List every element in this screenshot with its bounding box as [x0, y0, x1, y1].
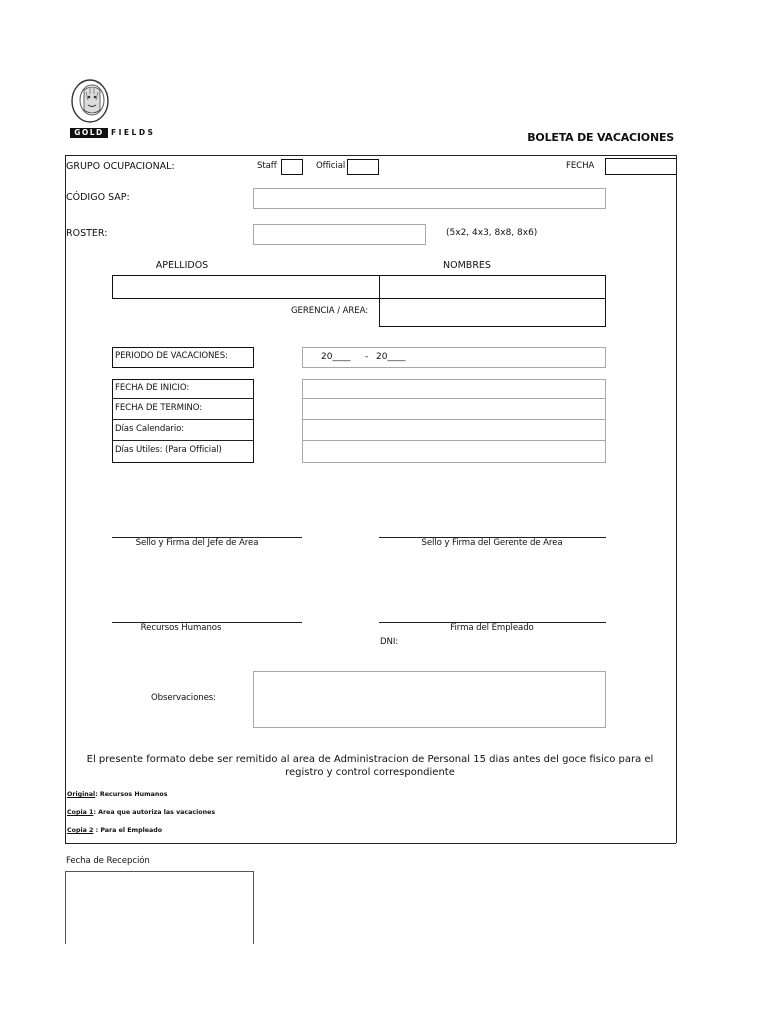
roster-hint: (5x2, 4x3, 8x8, 8x6) [446, 228, 538, 238]
apellidos-label: APELLIDOS [155, 260, 209, 271]
copy-original-text: : Recursos Humanos [95, 791, 168, 798]
periodo-year-from: 20____ [321, 352, 351, 362]
empleado-signature-label: Firma del Empleado [450, 623, 534, 633]
codigo-sap-input[interactable] [253, 188, 606, 209]
frame-bottom [65, 843, 676, 844]
copy-2-key: Copia 2 [67, 827, 94, 834]
fecha-inicio-input[interactable] [302, 379, 606, 399]
rrhh-signature-label: Recursos Humanos [140, 623, 222, 633]
fecha-termino-input[interactable] [302, 398, 606, 420]
jefe-signature-label: Sello y Firma del Jefe de Area [135, 538, 259, 548]
dni-label: DNI: [380, 637, 399, 647]
gerencia-input[interactable] [379, 298, 606, 327]
lion-emblem-icon [70, 78, 110, 124]
grupo-label: GRUPO OCUPACIONAL: [66, 161, 175, 172]
notice-line-1: El presente formato debe ser remitido al area de Administracion de Personal 15 dias antes del goce fisico para el [86, 754, 654, 765]
frame-top [65, 155, 676, 156]
copy-2 [67, 828, 162, 834]
frame-right [676, 155, 677, 843]
observaciones-input[interactable] [253, 671, 606, 728]
fecha-label: FECHA [566, 161, 595, 171]
dias-utiles-label: Días Utiles: (Para Official) [115, 445, 222, 455]
fecha-inicio-label: FECHA DE INICIO: [115, 383, 190, 393]
logo-word-fields: FIELDS [111, 128, 156, 137]
staff-label: Staff [257, 161, 277, 171]
periodo-year-to: 20____ [376, 352, 406, 362]
logo-word-gold: GOLD [74, 128, 104, 137]
apellidos-input[interactable] [112, 275, 380, 299]
fechas-divider-2 [112, 419, 254, 420]
roster-input[interactable] [253, 224, 426, 245]
dias-utiles-input[interactable] [302, 440, 606, 463]
copy-1 [67, 810, 215, 816]
nombres-label: NOMBRES [443, 260, 491, 271]
notice-line-2: registro y control correspondiente [285, 767, 455, 778]
codigo-sap-label: CÓDIGO SAP: [66, 192, 130, 203]
fecha-termino-label: FECHA DE TERMINO: [115, 403, 203, 413]
company-logo [70, 78, 160, 140]
observaciones-label: Observaciones: [151, 693, 216, 703]
roster-label: ROSTER: [66, 228, 108, 239]
page-title: BOLETA DE VACACIONES [527, 131, 674, 144]
fecha-input[interactable] [605, 158, 676, 175]
copy-2-text: : Para el Empleado [93, 827, 163, 834]
gerencia-label: GERENCIA / AREA: [291, 306, 368, 316]
copy-1-key: Copia 1 [67, 809, 94, 816]
dias-calendario-label: Días Calendario: [115, 424, 185, 434]
gerente-signature-label: Sello y Firma del Gerente de Area [421, 538, 563, 548]
fechas-divider-1 [112, 398, 254, 399]
copy-1-text: : Area que autoriza las vacaciones [93, 809, 216, 816]
copy-original-key: Original [67, 791, 96, 798]
copy-original [67, 792, 167, 798]
periodo-label: PERIODO DE VACACIONES: [115, 351, 228, 361]
recepcion-box[interactable] [65, 871, 254, 944]
recepcion-label: Fecha de Recepción [66, 856, 150, 866]
fechas-divider-3 [112, 440, 254, 441]
staff-checkbox[interactable] [281, 159, 303, 175]
official-checkbox[interactable] [347, 159, 379, 175]
official-label: Official [316, 161, 346, 171]
frame-left [65, 155, 66, 843]
periodo-separator: - [365, 352, 369, 362]
nombres-input[interactable] [379, 275, 606, 299]
dias-calendario-input[interactable] [302, 419, 606, 441]
